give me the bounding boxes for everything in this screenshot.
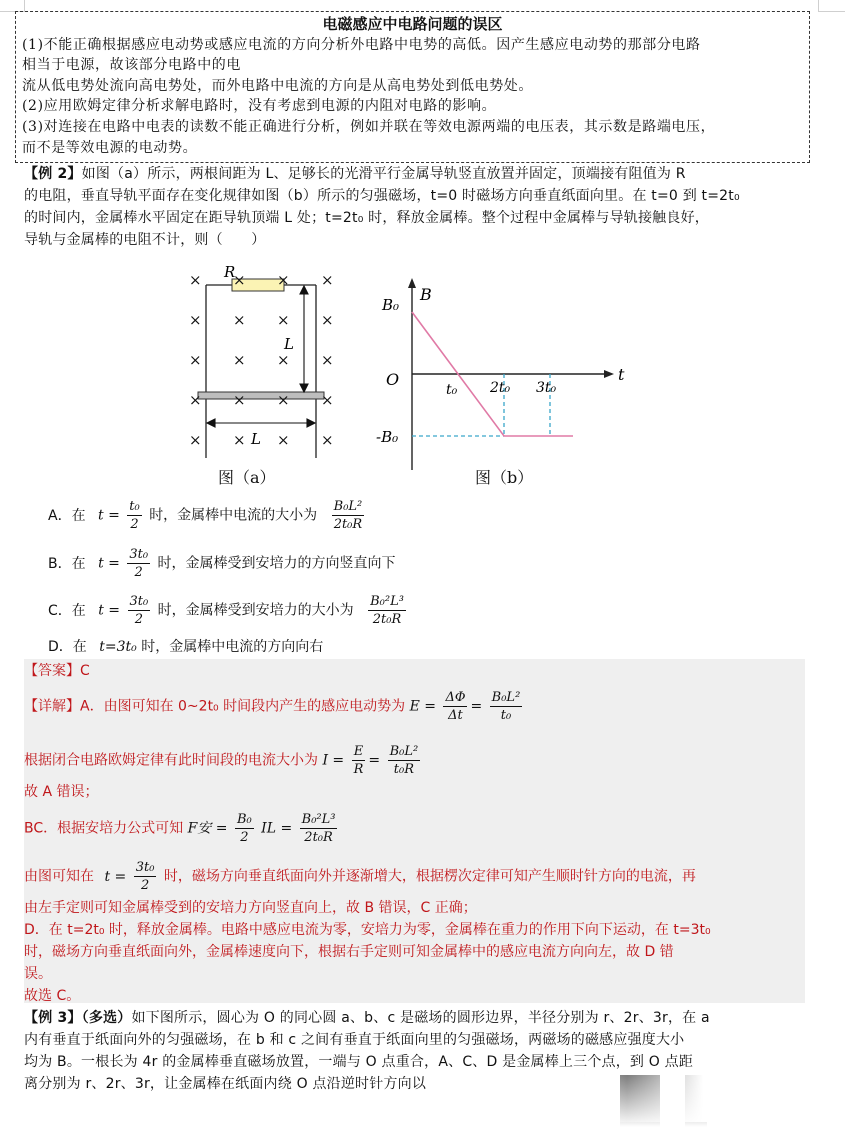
example3-line-3: 均为 B。一根长为 4r 的金属棒垂直磁场放置，一端与 O 点重合，A、C、D 是金属棒上三个点，到 O 点距 [24,1054,694,1070]
note-line: 而不是等效电源的电动势。 [22,139,198,156]
detail-a-line: 【详解】A．由图可知在 0~2t₀ 时间段内产生的感应电动势为 E = $\frac{\Delta\Phi}{\Delta t}$ = $\frac{\text{B₀L²}}{\text{t₀}}$ [24,690,521,723]
field-x-mark: × [189,271,202,289]
figure-b-chart [360,270,640,470]
width-label: L [251,430,261,448]
note-line: 相当于电源，故该部分电路中的电 [22,57,241,74]
origin-label: O [386,370,400,389]
x-axis-label: t [618,365,625,384]
field-x-mark: × [277,311,290,329]
field-x-mark: × [321,271,334,289]
answer-line [24,660,90,682]
answer-explanation-box [24,659,805,1003]
field-x-mark: × [233,391,246,409]
d-reason-line-1: D．在 t=2t₀ 时，释放金属棒。电路中感应电流为零，安培力为零，金属棒在重力的作用下向下运动，在 t=3t₀ [24,922,711,938]
example3-line-4: 离分别为 r、2r、3r，让金属棒在纸面内绕 O 点沿逆时针方向以 [24,1076,427,1092]
final-choice: 故选 C。 [24,988,81,1004]
note-line: (2)应用欧姆定律分析求解电路时，没有考虑到电源的内阻对电路的影响。 [22,98,497,115]
note-line: (3)对连接在电路中电表的读数不能正确进行分析，例如并联在等效电源两端的电压表，其示数是路端电压， [22,118,716,135]
note-title: 电磁感应中电路问题的误区 [322,15,503,33]
bc-formula-line: BC．根据安培力公式可知 F安 = $\frac{\text{B₀}}{2}$ IL = $\frac{\text{B₀²L³}}{\text{2t₀R}}$ [24,812,336,845]
example2-stem [24,163,814,251]
example2-line-4: 导轨与金属棒的电阻不计，则（ ） [24,232,266,248]
field-x-mark: × [321,431,334,449]
option-d[interactable]: D．在 t=3t₀ 时，金属棒中电流的方向向右 [48,639,324,655]
field-x-mark: × [233,431,246,449]
field-x-mark: × [321,311,334,329]
x-tick-3t0: 3t₀ [536,380,557,396]
x-tick-2t0: 2t₀ [490,380,511,396]
y-tick-neg-b0: -B₀ [376,428,399,446]
y-axis-label: B [420,285,432,304]
field-x-mark: × [189,391,202,409]
figure-a-caption: 图（a） [218,468,276,487]
field-x-mark: × [277,271,290,289]
field-x-mark: × [189,431,202,449]
figure-b-caption: 图（b） [475,468,534,487]
answer-value: C [80,663,90,679]
d-reason-line-3: 误。 [24,966,52,982]
misconception-note-box [15,11,810,163]
figure-a-circuit [180,258,340,498]
field-x-mark: × [277,431,290,449]
field-x-mark: × [277,391,290,409]
field-x-mark: × [233,311,246,329]
x-tick-t0: t₀ [446,382,458,398]
field-x-mark: × [189,351,202,369]
answer-tag: 【答案】 [24,663,80,679]
y-tick-b0: B₀ [382,296,400,314]
example3-line-2: 内有垂直于纸面向外的匀强磁场，在 b 和 c 之间有垂直于纸面向里的匀强磁场，两磁场的磁感应强度大小 [24,1032,685,1048]
example3-line-1: 【例 3】（多选）如下图所示，圆心为 O 的同心圆 a、b、c 是磁场的圆形边界，半径分别为 r、2r、3r，在 a [24,1010,710,1026]
resistor-label: R [224,263,236,281]
field-x-mark: × [233,351,246,369]
metal-rod [198,392,324,399]
height-label: L [284,335,294,353]
example2-line-2: 的电阻，垂直导轨平面存在变化规律如图（b）所示的匀强磁场，t=0 时磁场方向垂直纸面向里。在 t=0 到 t=2t₀ [24,188,740,204]
length-arrow-vertical [300,286,308,392]
bc-reason-line-2: 由左手定则可知金属棒受到的安培力方向竖直向上，故 B 错误，C 正确； [24,900,477,916]
option-b[interactable]: B．在 t = $\frac{\text{3t₀}}{2}$ 时，金属棒受到安培力的方向竖直向下 [48,547,396,580]
multi-select-tag: （多选） [81,1010,132,1026]
x-axis-arrow-icon [604,370,614,378]
field-x-mark: × [277,351,290,369]
y-axis-arrow-icon [408,278,416,288]
example3-tag: 【例 3】 [24,1010,82,1026]
field-x-mark: × [321,391,334,409]
d-reason-line-2: 时，磁场方向垂直纸面向外，金属棒速度向下，根据右手定则可知金属棒中的感应电流方向向左，故 D 错 [24,944,674,960]
a-wrong-line: 故 A 错误； [24,784,99,800]
length-arrow-horizontal [207,419,315,427]
option-a[interactable]: A．在 t = $\frac{\text{t₀}}{2}$ 时，金属棒中电流的大小为 $\frac{\text{B₀L²}}{\text{2t₀R}}$ [48,499,363,532]
ohm-line: 根据闭合电路欧姆定律有此时间段的电流大小为 I = $\frac{E}{R}$ = $\frac{\text{B₀L²}}{\text{t₀R}}$ [24,744,419,777]
example2-tag: 【例 2】 [24,166,82,182]
note-line: (1)不能正确根据感应电动势或感应电流的方向分析外电路中电势的高低。因产生感应电动势的那部分电路 [22,36,701,53]
bc-reason-line-1: 由图可知在 t = $\frac{\text{3t₀}}{2}$ 时，磁场方向垂直纸面向外并逐渐增大，根据楞次定律可知产生顺时针方向的电流，再 [24,860,696,893]
option-c[interactable]: C．在 t = $\frac{\text{3t₀}}{2}$ 时，金属棒受到安培力的大小为 $\frac{\text{B₀²L³}}{\text{2t₀R}}$ [48,594,404,627]
note-line: 流从低电势处流向高电势处，而外电路中电流的方向是从高电势处到低电势处。 [22,77,533,94]
field-x-mark: × [189,311,202,329]
image-blur-overlay [475,1072,845,1122]
example2-line-3: 的时间内，金属棒水平固定在距导轨顶端 L 处；t=2t₀ 时，释放金属棒。整个过程中金属棒与导轨接触良好， [24,210,709,226]
page-corner-mark-right [818,0,845,12]
field-x-mark: × [233,271,246,289]
example2-line-1: 【例 2】如图（a）所示，两根间距为 L、足够长的光滑平行金属导轨竖直放置并固定，顶端接有阻值为 R [24,166,686,182]
field-x-mark: × [321,351,334,369]
